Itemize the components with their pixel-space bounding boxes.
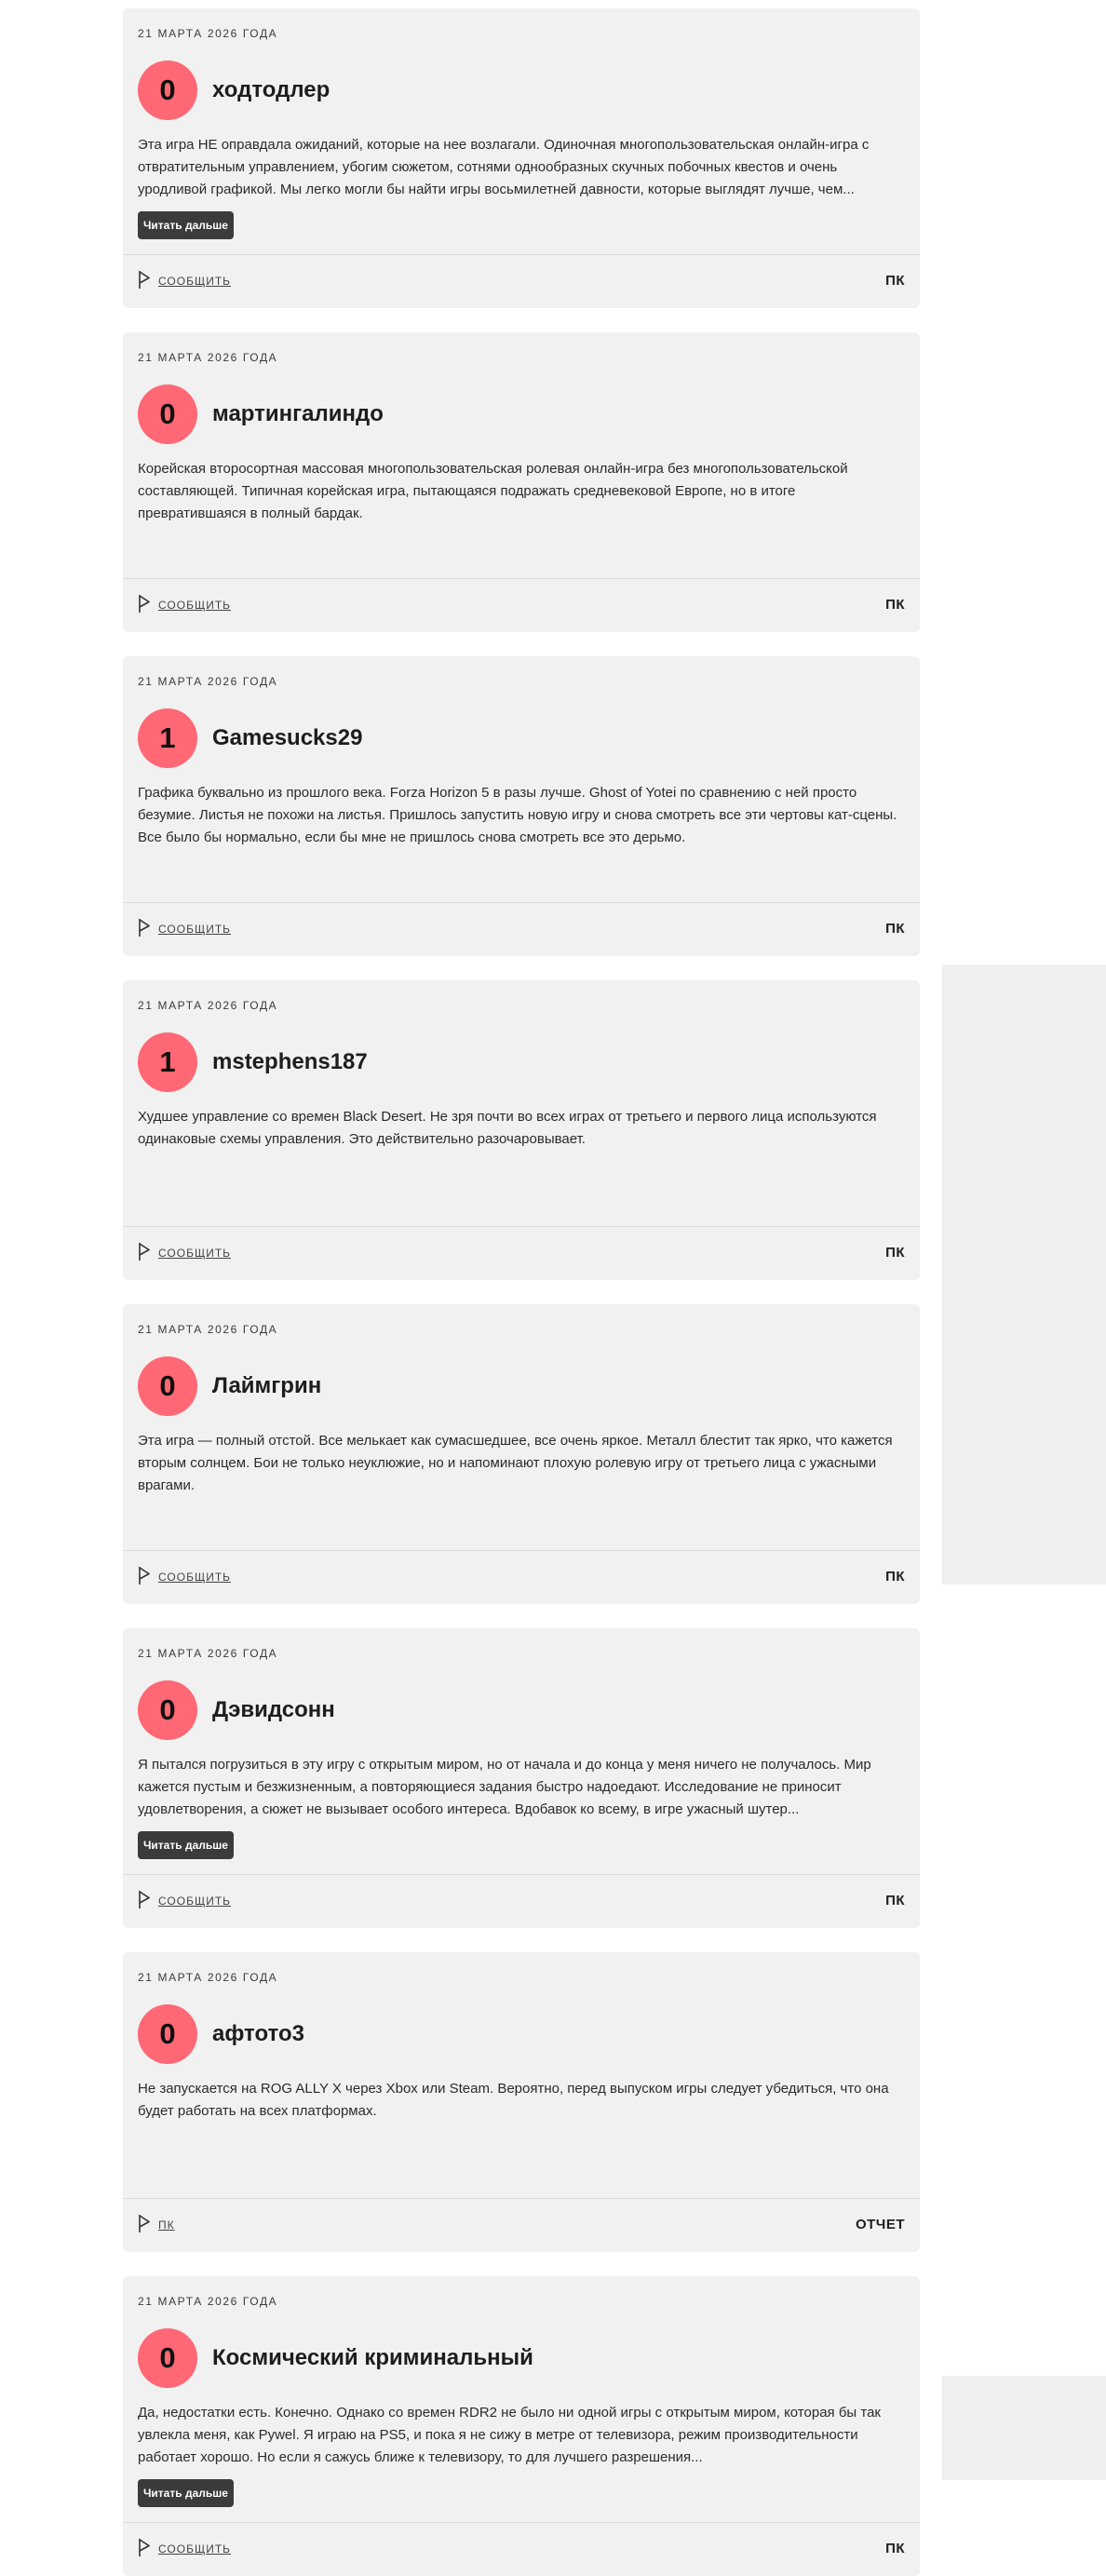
flag-icon xyxy=(138,917,151,942)
review-card xyxy=(123,1628,920,1928)
user-score-badge: 1 xyxy=(138,1032,197,1092)
review-date: 21 МАРТА 2026 ГОДА xyxy=(138,1647,278,1660)
review-date: 21 МАРТА 2026 ГОДА xyxy=(138,999,278,1012)
report-label[interactable]: СООБЩИТЬ xyxy=(158,1571,232,1584)
report-button[interactable] xyxy=(138,271,231,291)
side-ad-panel xyxy=(942,964,1106,1585)
review-text: Не запускается на ROG ALLY X через Xbox или Steam. Вероятно, перед выпуском игры следует убедиться, что она будет работать на всех платформах. xyxy=(138,2081,889,2119)
review-card xyxy=(123,1952,920,2252)
review-username[interactable]: афтото3 xyxy=(212,2021,304,2046)
user-score-badge: 0 xyxy=(138,61,197,120)
report-button[interactable] xyxy=(138,2215,175,2235)
report-button[interactable] xyxy=(138,1243,231,1263)
review-username[interactable]: ходтодлер xyxy=(212,77,330,102)
report-button[interactable] xyxy=(138,2539,231,2559)
review-card xyxy=(123,980,920,1280)
review-platform: ПК xyxy=(885,1245,905,1261)
review-platform: ОТЧЕТ xyxy=(855,2217,905,2232)
review-username[interactable]: mstephens187 xyxy=(212,1049,368,1074)
report-label[interactable]: СООБЩИТЬ xyxy=(158,599,232,612)
report-label[interactable]: ПК xyxy=(158,2219,175,2232)
report-label[interactable]: СООБЩИТЬ xyxy=(158,1247,232,1260)
review-date: 21 МАРТА 2026 ГОДА xyxy=(138,2295,278,2308)
card-divider xyxy=(123,1550,920,1551)
review-platform: ПК xyxy=(885,921,905,937)
user-score-badge: 0 xyxy=(138,2328,197,2388)
review-card xyxy=(123,656,920,956)
review-platform: ПК xyxy=(885,597,905,613)
review-text: Корейская второсортная массовая многопользовательская ролевая онлайн-игра без многопользовательской составляющей. Типичная корейская игра, пытающаяся подражать средневековой Европе, но в итоге превратившаяся в полный бардак. xyxy=(138,461,848,521)
read-more-button[interactable]: Читать дальше xyxy=(138,2479,234,2507)
flag-icon xyxy=(138,1565,151,1590)
user-score-badge: 0 xyxy=(138,2004,197,2064)
report-button[interactable] xyxy=(138,1567,231,1587)
flag-icon xyxy=(138,1241,151,1266)
review-text: Графика буквально из прошлого века. Forza Horizon 5 в разы лучше. Ghost of Yotei по сравнению с ней просто безумие. Листья не похожи на листья. Пришлось запустить новую игру и снова смотреть все эти чертовы кат-сцены. Все было бы нормально, если бы мне не пришлось снова смотреть все это дерьмо. xyxy=(138,785,897,845)
review-platform: ПК xyxy=(885,1893,905,1908)
card-divider xyxy=(123,1226,920,1227)
flag-icon xyxy=(138,593,151,618)
report-button[interactable] xyxy=(138,919,231,939)
report-button[interactable] xyxy=(138,1891,231,1911)
review-text: Я пытался погрузиться в эту игру с открытым миром, но от начала и до конца у меня ничего не получалось. Мир кажется пустым и безжизненным, а повторяющиеся задания быстро надоедают. Исследование не приносит удовлетворения, а сюжет не вызывает особого интереса. Вдобавок ко всему, в игре ужасный шутер... xyxy=(138,1757,871,1817)
card-divider xyxy=(123,578,920,579)
card-divider xyxy=(123,254,920,255)
card-divider xyxy=(123,2198,920,2199)
review-text: Эта игра — полный отстой. Все мелькает как сумасшедшее, все очень яркое. Металл блестит так ярко, что кажется вторым солнцем. Бои не только неуклюжие, но и напоминают плохую ролевую игру от третьего лица с ужасными врагами. xyxy=(138,1433,893,1493)
user-score-badge: 0 xyxy=(138,384,197,444)
review-text: Худшее управление со времен Black Desert. Не зря почти во всех играх от третьего и первого лица используются одинаковые схемы управления. Это действительно разочаровывает. xyxy=(138,1109,877,1147)
flag-icon xyxy=(138,269,151,294)
user-score-badge: 1 xyxy=(138,708,197,768)
read-more-button[interactable]: Читать дальше xyxy=(138,211,234,239)
review-card xyxy=(123,332,920,632)
review-date: 21 МАРТА 2026 ГОДА xyxy=(138,675,278,688)
review-username[interactable]: Gamesucks29 xyxy=(212,725,363,750)
report-label[interactable]: СООБЩИТЬ xyxy=(158,2542,232,2556)
report-label[interactable]: СООБЩИТЬ xyxy=(158,923,232,936)
review-card xyxy=(123,8,920,308)
card-divider xyxy=(123,1874,920,1875)
review-text: Эта игра НЕ оправдала ожиданий, которые на нее возлагали. Одиночная многопользовательская онлайн-игра с отвратительным управлением, убогим сюжетом, сотнями однообразных скучных побочных квестов и очень уродливой графикой. Мы легко могли бы найти игры восьмилетней давности, которые выглядят лучше, чем... xyxy=(138,137,870,197)
review-platform: ПК xyxy=(885,273,905,289)
review-text: Да, недостатки есть. Конечно. Однако со времен RDR2 не было ни одной игры с открытым миром, которая бы так увлекла меня, как Pywel. Я играю на PS5, и пока я не сижу в метре от телевизора, режим производительности работает хорошо. Но если я сажусь ближе к телевизору, то для лучшего разрешения... xyxy=(138,2405,881,2465)
review-platform: ПК xyxy=(885,1569,905,1585)
read-more-button[interactable]: Читать дальше xyxy=(138,1831,234,1859)
side-ad-panel xyxy=(942,2376,1106,2480)
user-score-badge: 0 xyxy=(138,1356,197,1416)
review-date: 21 МАРТА 2026 ГОДА xyxy=(138,351,278,364)
card-divider xyxy=(123,902,920,903)
review-username[interactable]: Дэвидсонн xyxy=(212,1697,335,1722)
flag-icon xyxy=(138,2213,151,2238)
report-button[interactable] xyxy=(138,595,231,615)
user-score-badge: 0 xyxy=(138,1680,197,1740)
card-divider xyxy=(123,2522,920,2523)
flag-icon xyxy=(138,1889,151,1914)
review-date: 21 МАРТА 2026 ГОДА xyxy=(138,27,278,40)
review-date: 21 МАРТА 2026 ГОДА xyxy=(138,1971,278,1984)
report-label[interactable]: СООБЩИТЬ xyxy=(158,275,232,288)
review-platform: ПК xyxy=(885,2541,905,2556)
report-label[interactable]: СООБЩИТЬ xyxy=(158,1895,232,1908)
review-username[interactable]: Космический криминальный xyxy=(212,2345,533,2370)
flag-icon xyxy=(138,2537,151,2562)
review-card xyxy=(123,1304,920,1604)
review-date: 21 МАРТА 2026 ГОДА xyxy=(138,1323,278,1336)
review-username[interactable]: мартингалиндо xyxy=(212,401,384,426)
review-username[interactable]: Лаймгрин xyxy=(212,1373,322,1398)
review-card xyxy=(123,2276,920,2576)
